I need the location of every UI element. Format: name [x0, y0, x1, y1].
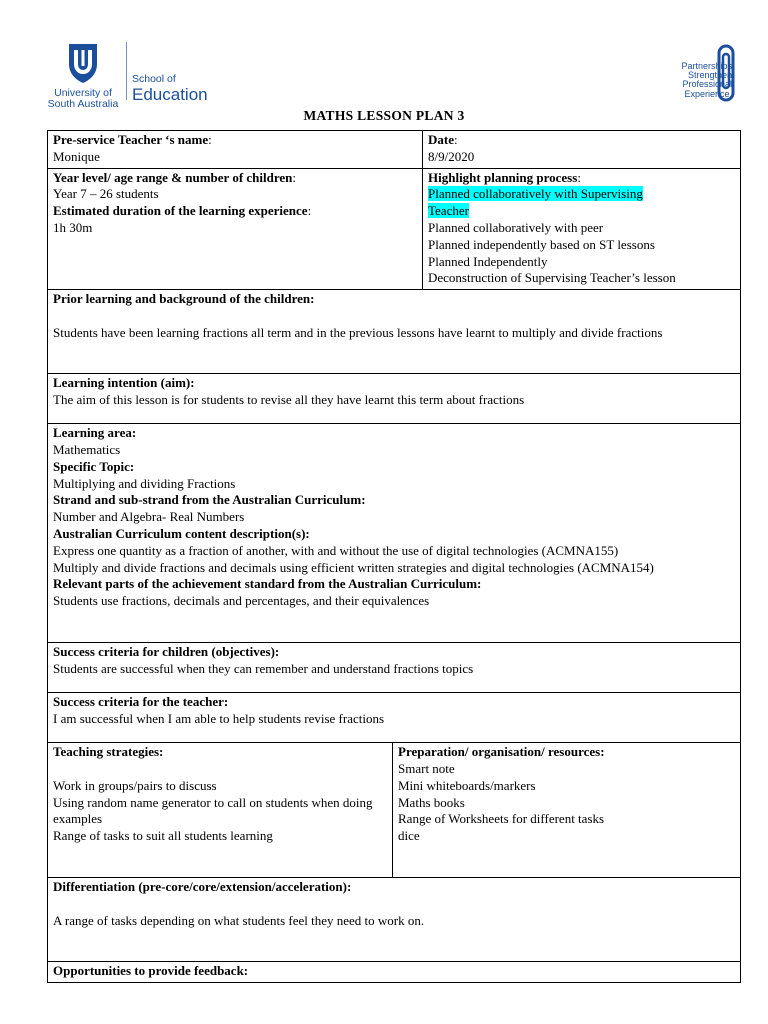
partnerships-line3: Professional: [682, 79, 732, 90]
teacher-label: Pre-service Teacher ‘s name: [53, 132, 209, 147]
preparation-item: Maths books: [398, 794, 465, 810]
year-level-colon: :: [292, 169, 297, 185]
unisa-shield-icon: [66, 42, 100, 84]
success-children-cell: [48, 643, 741, 693]
date-value: 8/9/2020: [428, 148, 475, 164]
success-children-text: Students are successful when they can remember and understand fractions topics: [53, 660, 474, 676]
partnerships-line4: Experience.: [684, 88, 732, 99]
strand-label: Strand and sub-strand from the Australian Curriculum:: [53, 492, 366, 508]
success-teacher-cell: [48, 693, 741, 743]
row-teacher-date: [48, 131, 741, 169]
duration-label: Estimated duration of the learning experience: [53, 203, 308, 219]
success-teacher-label: Success criteria for the teacher:: [53, 694, 229, 710]
planning-option: Planned collaboratively with peer: [428, 219, 604, 235]
row-success-children: [48, 643, 741, 693]
prior-learning-cell: [48, 290, 741, 374]
feedback-label: Opportunities to provide feedback:: [53, 963, 249, 979]
date-label-colon: :: [454, 132, 458, 147]
paperclip-icon: [716, 44, 738, 104]
date-cell: [423, 131, 741, 169]
preparation-item: Mini whiteboards/markers: [398, 777, 536, 793]
date-label: Date: [428, 132, 454, 147]
teaching-strategy-item: Work in groups/pairs to discuss: [53, 777, 217, 793]
document-header: [0, 0, 768, 110]
lesson-plan-table: [47, 130, 741, 983]
success-children-label: Success criteria for children (objectives):: [53, 644, 280, 660]
unisa-name-line1: University of: [54, 87, 112, 99]
learning-area-cell: [48, 424, 741, 643]
strand-value: Number and Algebra- Real Numbers: [53, 509, 245, 525]
row-year-planning: [48, 168, 741, 290]
year-level-value: Year 7 – 26 students: [53, 186, 159, 202]
planning-option: Deconstruction of Supervising Teacher’s lesson: [428, 270, 676, 286]
planning-highlighted-line2: Teacher: [428, 203, 469, 219]
preparation-cell: [393, 743, 741, 878]
teaching-strategy-item: Range of tasks to suit all students learning: [53, 828, 273, 844]
prior-learning-label: Prior learning and background of the children:: [53, 291, 315, 307]
learning-intention-text: The aim of this lesson is for students to revise all they have learnt this term about fractions: [53, 391, 525, 407]
unisa-name-line2: South Australia: [47, 98, 119, 110]
learning-intention-label: Learning intention (aim):: [53, 375, 195, 391]
duration-colon: :: [307, 203, 312, 219]
school-name: [132, 74, 208, 104]
teacher-value: Monique: [53, 148, 100, 164]
year-duration-cell: [48, 168, 423, 290]
partnerships-logo: [634, 44, 742, 104]
preparation-item: dice: [398, 828, 420, 844]
partnerships-line2: Strengthen: [687, 70, 732, 81]
specific-topic-value: Multiplying and dividing Fractions: [53, 475, 236, 491]
specific-topic-label: Specific Topic:: [53, 458, 135, 474]
row-success-teacher: [48, 693, 741, 743]
teaching-strategies-cell: [48, 743, 393, 878]
preparation-label: Preparation/ organisation/ resources:: [398, 744, 605, 760]
differentiation-label: Differentiation (pre-core/core/extension/acceleration):: [53, 879, 352, 895]
school-name-line1: School of: [132, 73, 176, 85]
preparation-item: Smart note: [398, 760, 455, 776]
unisa-name: [46, 88, 120, 110]
achievement-standard-label: Relevant parts of the achievement standard from the Australian Curriculum:: [53, 576, 482, 592]
year-level-label: Year level/ age range & number of children: [53, 169, 293, 185]
success-teacher-text: I am successful when I am able to help students revise fractions: [53, 710, 385, 726]
prior-learning-text: Students have been learning fractions all term and in the previous lessons have learnt to multiply and divide fractions: [53, 324, 663, 340]
learning-area-value: Mathematics: [53, 441, 121, 457]
differentiation-cell: [48, 878, 741, 962]
teaching-strategies-label: Teaching strategies:: [53, 744, 164, 760]
achievement-standard-value: Students use fractions, decimals and percentages, and their equivalences: [53, 593, 430, 609]
feedback-cell: [48, 962, 741, 983]
row-learning-area: [48, 424, 741, 643]
differentiation-text: A range of tasks depending on what students feel they need to work on.: [53, 912, 425, 928]
row-feedback: [48, 962, 741, 983]
planning-cell: [423, 168, 741, 290]
teacher-label-colon: :: [208, 132, 212, 147]
planning-option: Planned independently based on ST lessons: [428, 236, 655, 252]
planning-highlighted-line1: Planned collaboratively with Supervising: [428, 186, 643, 202]
page-title: MATHS LESSON PLAN 3: [303, 108, 465, 123]
content-description-1: Express one quantity as a fraction of another, with and without the use of digital technologies (ACMNA155): [53, 542, 619, 558]
planning-option: Planned Independently: [428, 253, 548, 269]
row-prior-learning: [48, 290, 741, 374]
partnerships-line1: Partnerships: [681, 61, 732, 71]
content-description-label: Australian Curriculum content description(s):: [53, 525, 310, 541]
preparation-item: Range of Worksheets for different tasks: [398, 811, 605, 827]
row-learning-intention: [48, 374, 741, 424]
planning-colon: :: [577, 169, 581, 185]
row-strategies-resources: [48, 743, 741, 878]
logo-divider: [126, 42, 127, 100]
duration-value: 1h 30m: [53, 219, 93, 235]
teaching-strategy-item: Using random name generator to call on students when doing examples: [53, 794, 373, 827]
row-differentiation: [48, 878, 741, 962]
learning-area-label: Learning area:: [53, 425, 137, 441]
planning-label: Highlight planning process: [428, 169, 578, 185]
school-name-line2: Education: [132, 85, 208, 104]
teacher-cell: [48, 131, 423, 169]
content-description-2: Multiply and divide fractions and decimals using efficient written strategies and digital technologies (ACMNA154): [53, 559, 654, 575]
learning-intention-cell: [48, 374, 741, 424]
